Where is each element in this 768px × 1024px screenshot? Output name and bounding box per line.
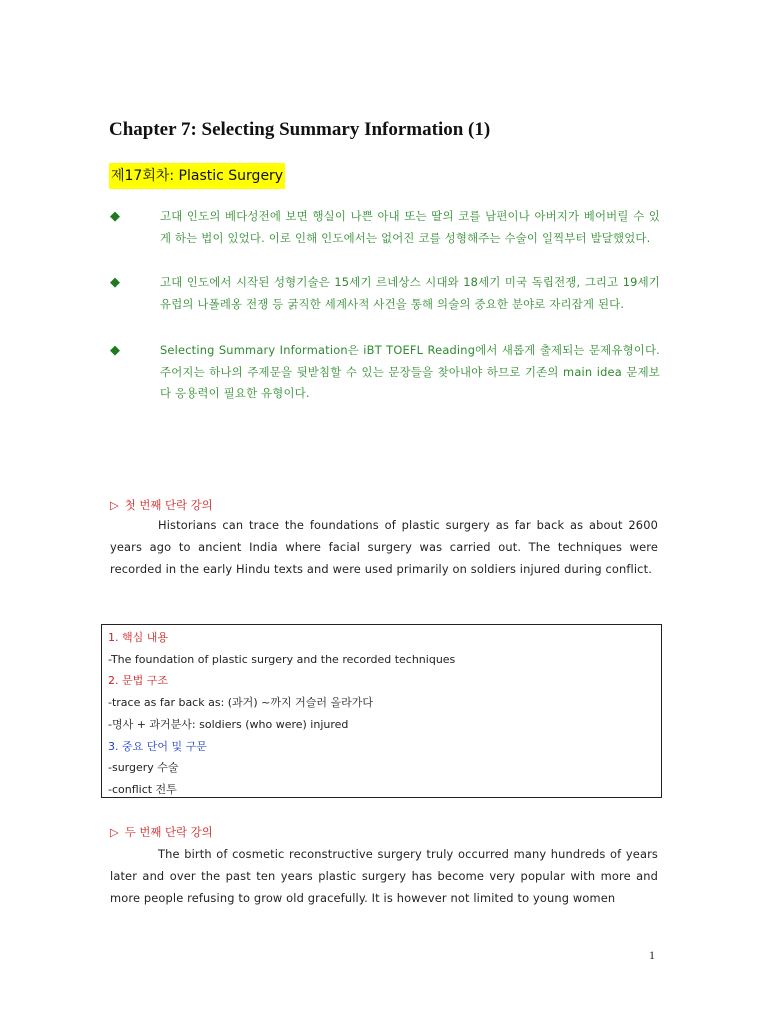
lecture-1-paragraph: Historians can trace the foundations of plastic surgery as far back as about 2600 years ago to ancient India where facial surgery was carried out. The techniques were recorded in the early Hindu texts and were used primarily on soldiers injured during conflict.: [110, 518, 658, 576]
bullet-text: Selecting Summary Information은 iBT TOEFL Reading에서 새롭게 출제되는 문제유형이다. 주어지는 하나의 주제문을 뒷받침할 수 있는 문장들을 찾아내야 하므로 기존의 main idea 문제보다 응용력이 필요한 유형이다.: [160, 343, 660, 401]
page-number: 1: [649, 948, 655, 962]
vocabulary-line: -conflict 전투: [108, 782, 177, 796]
lecture-2-heading: [110, 822, 213, 842]
core-content-heading: 1. 핵심 내용: [108, 631, 168, 644]
lecture-2-heading-text: 두 번째 단락 강의: [124, 825, 213, 839]
triangle-marker-icon: ▷: [110, 825, 119, 839]
bullet-text: 고대 인도의 베다성전에 보면 행실이 나쁜 아내 또는 딸의 코를 남편이나 아버지가 베어버릴 수 있게 하는 법이 있었다. 이로 인해 인도에서는 없어진 코를 성형해주는 수술이 일찍부터 발달했었다.: [160, 209, 660, 245]
summary-box: [101, 624, 662, 798]
core-content-line: -The foundation of plastic surgery and the recorded techniques: [108, 652, 456, 666]
vocabulary-heading: 3. 중요 단어 및 구문: [108, 739, 207, 753]
diamond-bullet-icon: ◆: [110, 343, 120, 358]
chapter-title: Chapter 7: Selecting Summary Information (1): [109, 119, 491, 140]
session-title-highlighted: 제17회차: Plastic Surgery: [109, 163, 285, 189]
diamond-bullet-icon: ◆: [110, 275, 120, 290]
vocabulary-line: -surgery 수술: [108, 761, 179, 775]
lecture-2-paragraph: The birth of cosmetic reconstructive surgery truly occurred many hundreds of years later and over the past ten years plastic surgery has become very popular with more and more people refusing to grow old gracefully. It is however not limited to young women: [110, 847, 658, 905]
grammar-line: -명사 + 과거분사: soldiers (who were) injured: [108, 717, 349, 731]
triangle-marker-icon: ▷: [110, 498, 119, 512]
lecture-1-heading: [110, 495, 213, 515]
grammar-heading: 2. 문법 구조: [108, 674, 168, 688]
grammar-line: -trace as far back as: (과거) ~까지 거슬러 올라가다: [108, 696, 373, 710]
bullet-text: 고대 인도에서 시작된 성형기술은 15세기 르네상스 시대와 18세기 미국 독립전쟁, 그리고 19세기 유럽의 나폴레옹 전쟁 등 굵직한 세계사적 사건을 통해 의술의 중요한 분야로 자리잡게 된다.: [160, 275, 660, 311]
lecture-1-heading-text: 첫 번째 단락 강의: [124, 498, 213, 512]
diamond-bullet-icon: ◆: [110, 209, 120, 224]
